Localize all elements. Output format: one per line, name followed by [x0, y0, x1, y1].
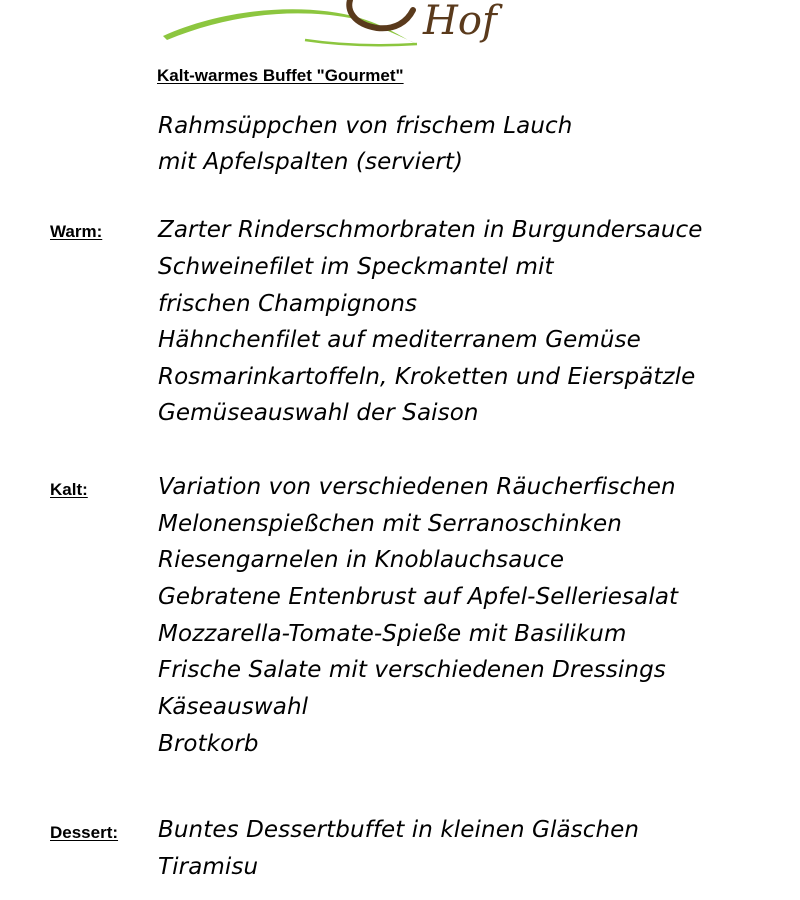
cold-item: Brotkorb [158, 731, 259, 757]
logo-script-text: Hof [423, 0, 497, 44]
cold-item: Melonenspießchen mit Serranoschinken [158, 511, 622, 537]
warm-item: Schweinefilet im Speckmantel mit [158, 254, 554, 280]
section-label-dessert: Dessert: [50, 823, 119, 842]
section-label-kalt: Kalt: [50, 480, 88, 499]
logo-green-swoosh-tail [305, 40, 417, 45]
warm-item: Gemüseauswahl der Saison [158, 400, 479, 426]
logo [155, 0, 515, 52]
cold-item: Mozzarella-Tomate-Spieße mit Basilikum [158, 621, 627, 647]
warm-item: Hähnchenfilet auf mediterranem Gemüse [158, 327, 641, 353]
starter-line: mit Apfelspalten (serviert) [158, 149, 464, 175]
cold-item: Variation von verschiedenen Räucherfischen [158, 474, 676, 500]
warm-item: Rosmarinkartoffeln, Kroketten und Eierspätzle [158, 364, 696, 390]
starter-line: Rahmsüppchen von frischem Lauch [158, 113, 573, 139]
cold-item: Gebratene Entenbrust auf Apfel-Selleriesalat [158, 584, 679, 610]
logo-brown-stroke [349, 0, 413, 28]
section-label-warm: Warm: [50, 222, 103, 241]
cold-item: Frische Salate mit verschiedenen Dressings [158, 657, 666, 683]
dessert-item: Buntes Dessertbuffet in kleinen Gläschen [158, 817, 640, 843]
cold-item: Riesengarnelen in Knoblauchsauce [158, 547, 565, 573]
warm-item: Zarter Rinderschmorbraten in Burgundersauce [158, 217, 703, 243]
cold-item: Käseauswahl [158, 694, 309, 720]
menu-title: Kalt-warmes Buffet "Gourmet" [157, 66, 404, 85]
warm-item: frischen Champignons [158, 291, 418, 317]
dessert-item: Tiramisu [158, 854, 259, 880]
